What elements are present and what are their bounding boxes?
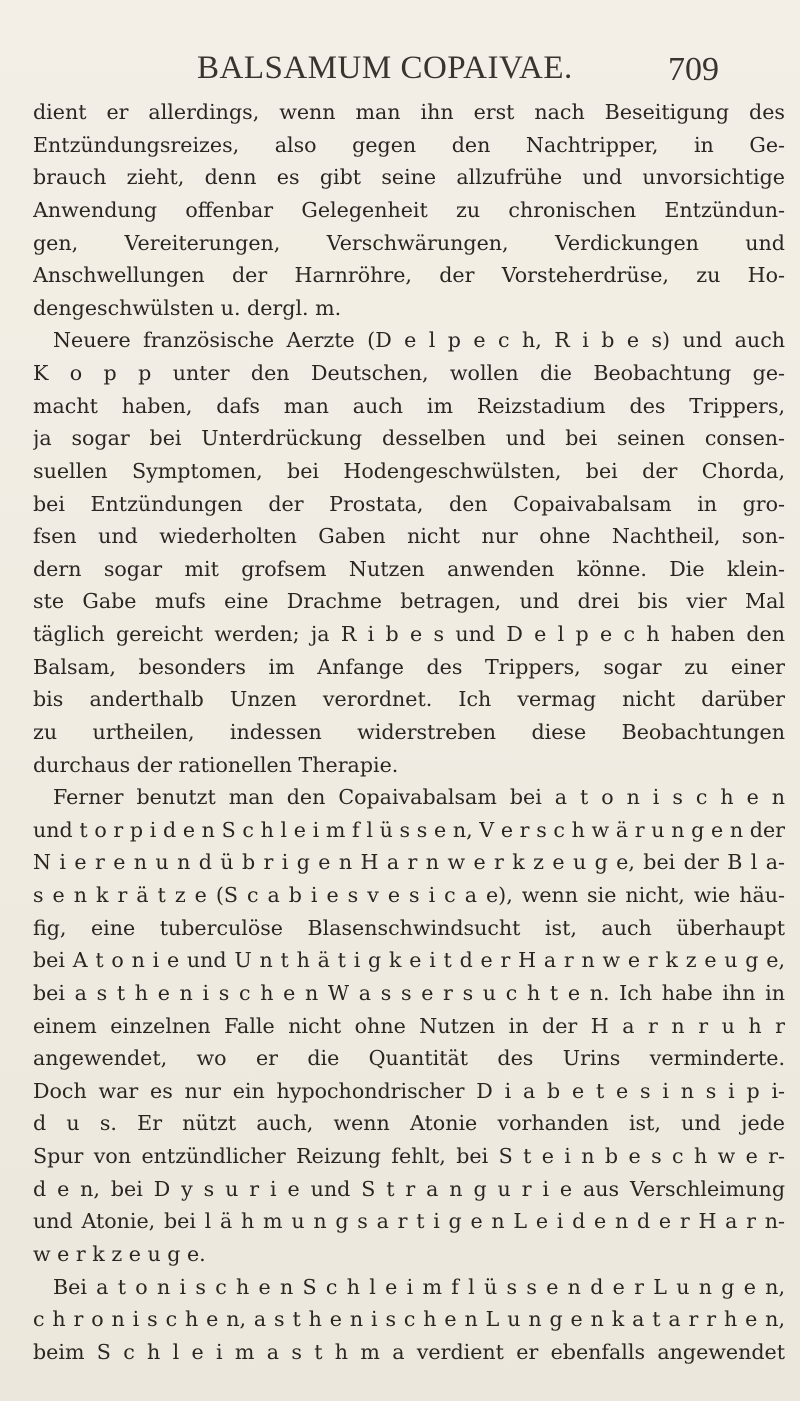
text-line: fig, eine tuberculöse Blasenschwindsucht ist, auch überhaupt [33,915,785,940]
text-line: dengeschwülsten u. dergl. m. [33,295,342,320]
running-title: BALSAMUM COPAIVAE. [197,50,573,86]
text-line: Ferner benutzt man den Copaivabalsam bei a t o n i s c h e n [53,785,785,810]
text-line: Neuere französische Aerzte (D e l p e c h, R i b e s) und auch [53,328,785,353]
text-line: durchaus der rationellen Therapie. [33,752,399,777]
text-line: Spur von entzündlicher Reizung fehlt, bei S t e i n b e s c h w e r- [33,1144,785,1168]
page-number: 709 [668,51,719,88]
text-line: brauch zieht, denn es gibt seine allzufrühe und unvorsichtige [33,165,785,190]
text-line: und Atonie, bei l ä h m u n g s a r t i g e n L e i d e n d e r H a r n- [33,1209,785,1234]
text-line: und t o r p i d e n S c h l e i m f l ü s s e n, V e r s c h w ä r u n g e n der [33,817,785,842]
text-line: angewendet, wo er die Quantität des Urins verminderte. [33,1046,785,1071]
text-line: Anwendung offenbar Gelegenheit zu chronischen Entzündun- [33,197,785,222]
text-line: gen, Vereiterungen, Verschwärungen, Verdickungen und [33,230,785,255]
text-line: beim S c h l e i m a s t h m a verdient er ebenfalls angewendet [33,1339,785,1364]
text-line: fsen und wiederholten Gaben nicht nur ohne Nachtheil, son- [33,524,785,549]
text-line: w e r k z e u g e. [33,1241,206,1266]
text-line: zu urtheilen, indessen widerstreben diese Beobachtungen [33,719,785,744]
text-line: bei A t o n i e und U n t h ä t i g k e i t d e r H a r n w e r k z e u g e, [33,948,785,973]
text-line: täglich gereicht werden; ja R i b e s und D e l p e c h haben den [33,622,785,646]
text-line: Anschwellungen der Harnröhre, der Vorsteherdrüse, zu Ho- [33,263,785,288]
text-line: dient er allerdings, wenn man ihn erst nach Beseitigung des [33,100,785,124]
text-line: suellen Symptomen, bei Hodengeschwülsten, bei der Chorda, [33,458,785,483]
text-line: Doch war es nur ein hypochondrischer D i a b e t e s i n s i p i- [33,1078,785,1103]
text-line: s e n k r ä t z e (S c a b i e s v e s i c a e), wenn sie nicht, wie häu- [33,883,785,907]
text-line: ja sogar bei Unterdrückung desselben und bei seinen consen- [33,426,785,451]
body-text [33,96,785,1368]
text-line: N i e r e n u n d ü b r i g e n H a r n w e r k z e u g e, bei der B l a- [33,850,785,875]
text-line: Balsam, besonders im Anfange des Trippers, sogar zu einer [33,654,785,679]
text-line: einem einzelnen Falle nicht ohne Nutzen in der H a r n r u h r [33,1013,785,1038]
text-line: c h r o n i s c h e n, a s t h e n i s c h e n L u n g e n k a t a r r h e n, [33,1307,785,1332]
page-header [0,50,800,90]
text-line: ste Gabe mufs eine Drachme betragen, und drei bis vier Mal [33,589,785,614]
text-line: bei Entzündungen der Prostata, den Copaivabalsam in gro- [33,491,785,516]
text-line: d e n, bei D y s u r i e und S t r a n g u r i e aus Verschleimung [33,1176,785,1201]
text-line: K o p p unter den Deutschen, wollen die Beobachtung ge- [33,361,785,385]
text-line: d u s. Er nützt auch, wenn Atonie vorhanden ist, und jede [33,1111,785,1136]
text-line: dern sogar mit grofsem Nutzen anwenden könne. Die klein- [33,556,785,581]
text-line: Bei a t o n i s c h e n S c h l e i m f l ü s s e n d e r L u n g e n, [53,1274,785,1299]
text-line: bei a s t h e n i s c h e n W a s s e r s u c h t e n. Ich habe ihn in [33,980,785,1005]
text-line: Entzündungsreizes, also gegen den Nachtripper, in Ge- [33,132,785,157]
text-line: macht haben, dafs man auch im Reizstadium des Trippers, [33,393,785,418]
text-line: bis anderthalb Unzen verordnet. Ich vermag nicht darüber [33,687,785,712]
